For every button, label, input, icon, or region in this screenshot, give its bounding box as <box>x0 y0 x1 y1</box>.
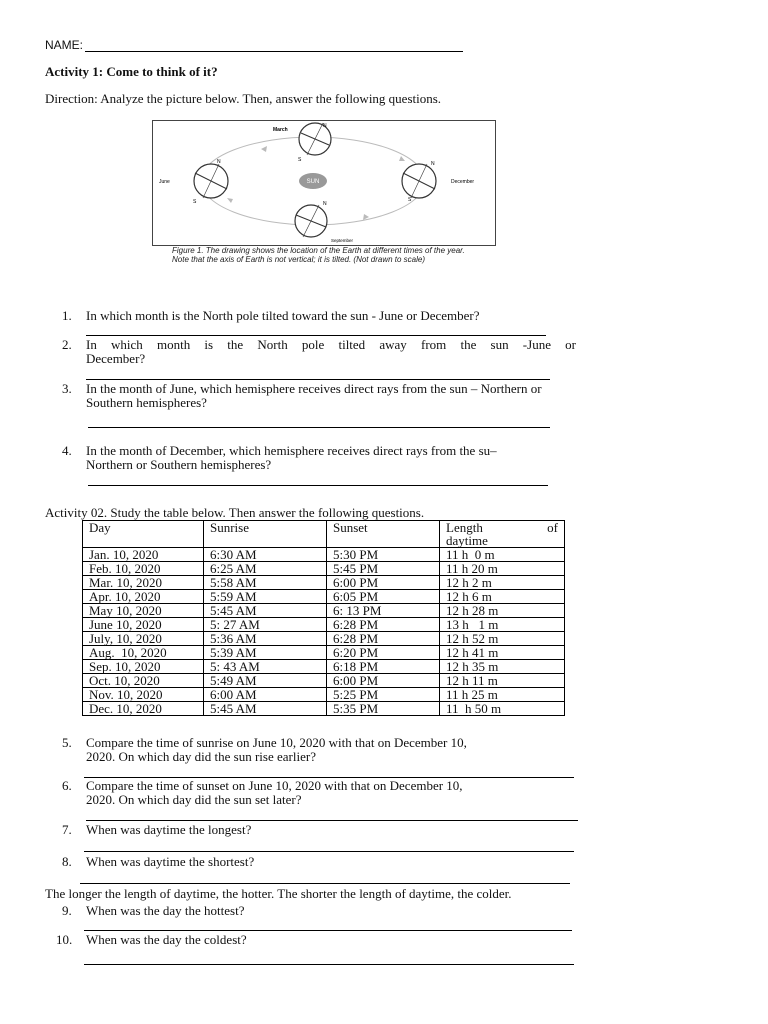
q8-answer-line[interactable] <box>80 883 570 884</box>
daytime-statement: The longer the length of daytime, the hotter. The shorter the length of daytime, the colder. <box>45 886 512 901</box>
cell-day: Sep. 10, 2020 <box>83 660 204 674</box>
cell-length: 12 h 52 m <box>440 632 565 646</box>
orbit-arrow-icon <box>227 198 233 203</box>
cell-sunset: 6: 13 PM <box>327 604 440 618</box>
table-row <box>83 576 565 590</box>
cell-length: 13 h 1 m <box>440 618 565 632</box>
q6-answer-line[interactable] <box>86 820 578 821</box>
table-row <box>83 702 565 716</box>
q5-number: 5. <box>62 735 72 750</box>
table-row <box>83 562 565 576</box>
cell-length: 11 h 0 m <box>440 548 565 562</box>
header-length-word: Length <box>446 520 483 535</box>
orbit-diagram <box>153 121 495 245</box>
q5-text-line1: Compare the time of sunrise on June 10, 2020 with that on December 10, <box>86 735 467 750</box>
cell-sunrise: 5:59 AM <box>204 590 327 604</box>
cell-sunset: 6:00 PM <box>327 674 440 688</box>
q2-text-line2: December? <box>86 351 146 366</box>
cell-day: July, 10, 2020 <box>83 632 204 646</box>
sun-label: SUN <box>306 179 320 185</box>
q8-number: 8. <box>62 854 72 869</box>
label-september: September <box>331 238 354 243</box>
cell-sunset: 6:05 PM <box>327 590 440 604</box>
q1-answer-line[interactable] <box>86 335 546 336</box>
q7-text: When was daytime the longest? <box>86 822 252 837</box>
q5-text-line2: 2020. On which day did the sun rise earlier? <box>86 749 316 764</box>
cell-sunset: 5:25 PM <box>327 688 440 702</box>
table-header-row <box>83 521 565 548</box>
cell-length: 12 h 2 m <box>440 576 565 590</box>
cell-sunrise: 5: 27 AM <box>204 618 327 632</box>
cell-sunset: 6:28 PM <box>327 632 440 646</box>
q10-text: When was the day the coldest? <box>86 932 247 947</box>
daytime-table <box>82 520 565 716</box>
activity1-direction: Direction: Analyze the picture below. Then, answer the following questions. <box>45 91 442 106</box>
label-n: N <box>323 123 327 129</box>
cell-length: 11 h 25 m <box>440 688 565 702</box>
cell-day: Feb. 10, 2020 <box>83 562 204 576</box>
cell-day: Jan. 10, 2020 <box>83 548 204 562</box>
cell-length: 12 h 6 m <box>440 590 565 604</box>
cell-day: May 10, 2020 <box>83 604 204 618</box>
cell-sunrise: 5:58 AM <box>204 576 327 590</box>
cell-sunset: 5:45 PM <box>327 562 440 576</box>
label-march: March <box>273 127 288 133</box>
q10-number: 10. <box>56 932 73 947</box>
cell-length: 12 h 41 m <box>440 646 565 660</box>
figure-caption: Figure 1. The drawing shows the location of the Earth at different times of the year. Note that the axis of Earth is not vertical; it is tilted. (Not drawn to scale) <box>172 246 465 264</box>
q7-answer-line[interactable] <box>84 851 574 852</box>
table-row <box>83 632 565 646</box>
label-n: N <box>217 159 221 165</box>
name-field[interactable] <box>45 38 463 52</box>
cell-sunrise: 5:39 AM <box>204 646 327 660</box>
orbit-arrow-icon <box>261 146 267 152</box>
header-sunset: Sunset <box>327 521 440 548</box>
cell-sunset: 6:00 PM <box>327 576 440 590</box>
header-sunrise: Sunrise <box>204 521 327 548</box>
label-n: N <box>323 201 327 207</box>
label-n: N <box>431 161 435 167</box>
cell-day: Aug. 10, 2020 <box>83 646 204 660</box>
label-s: S <box>193 199 197 205</box>
cell-day: Dec. 10, 2020 <box>83 702 204 716</box>
cell-sunrise: 5:36 AM <box>204 632 327 646</box>
q3-text-line2: Southern hemispheres? <box>86 395 207 410</box>
cell-sunset: 6:20 PM <box>327 646 440 660</box>
table-row <box>83 590 565 604</box>
cell-length: 11 h 20 m <box>440 562 565 576</box>
name-label: NAME: <box>45 38 84 52</box>
label-s: S <box>408 197 412 203</box>
q4-answer-line[interactable] <box>88 485 548 486</box>
cell-sunrise: 6:00 AM <box>204 688 327 702</box>
q3-answer-line[interactable] <box>88 427 550 428</box>
table-row <box>83 646 565 660</box>
q3-text-line1: In the month of June, which hemisphere receives direct rays from the sun – Northern or <box>86 381 542 396</box>
label-june: June <box>159 179 170 185</box>
orbit-arrow-icon <box>399 156 405 161</box>
table-row <box>83 660 565 674</box>
cell-sunset: 6:18 PM <box>327 660 440 674</box>
table-row <box>83 618 565 632</box>
cell-day: Apr. 10, 2020 <box>83 590 204 604</box>
cell-length: 11 h 50 m <box>440 702 565 716</box>
cell-sunrise: 5:45 AM <box>204 702 327 716</box>
cell-sunset: 5:35 PM <box>327 702 440 716</box>
cell-sunrise: 5: 43 AM <box>204 660 327 674</box>
q9-number: 9. <box>62 903 72 918</box>
activity1-title: Activity 1: Come to think of it? <box>45 64 218 79</box>
cell-sunrise: 5:49 AM <box>204 674 327 688</box>
q4-text-line2: Northern or Southern hemispheres? <box>86 457 272 472</box>
cell-length: 12 h 35 m <box>440 660 565 674</box>
q6-number: 6. <box>62 778 72 793</box>
q6-text-line1: Compare the time of sunset on June 10, 2020 with that on December 10, <box>86 778 463 793</box>
cell-day: Oct. 10, 2020 <box>83 674 204 688</box>
q2-answer-line[interactable] <box>86 379 550 380</box>
q2-number: 2. <box>62 337 72 352</box>
label-s: S <box>298 157 302 163</box>
q9-text: When was the day the hottest? <box>86 903 245 918</box>
name-blank[interactable] <box>85 39 463 52</box>
cell-sunrise: 5:45 AM <box>204 604 327 618</box>
header-of-word: of <box>547 520 558 535</box>
cell-day: Mar. 10, 2020 <box>83 576 204 590</box>
table-row <box>83 674 565 688</box>
header-daytime-word: daytime <box>446 533 488 548</box>
q4-number: 4. <box>62 443 72 458</box>
cell-sunset: 6:28 PM <box>327 618 440 632</box>
cell-sunrise: 6:30 AM <box>204 548 327 562</box>
table-row <box>83 688 565 702</box>
table-row <box>83 604 565 618</box>
q1-text: In which month is the North pole tilted toward the sun - June or December? <box>86 308 480 323</box>
header-day: Day <box>83 521 204 548</box>
q4-text-line1: In the month of December, which hemisphere receives direct rays from the su– <box>86 443 497 458</box>
q7-number: 7. <box>62 822 72 837</box>
cell-sunset: 5:30 PM <box>327 548 440 562</box>
q2-text-line1: In which month is the North pole tilted away from the sun -June or <box>86 337 576 352</box>
label-december: December <box>451 179 475 185</box>
cell-length: 12 h 11 m <box>440 674 565 688</box>
q1-number: 1. <box>62 308 72 323</box>
cell-day: Nov. 10, 2020 <box>83 688 204 702</box>
q8-text: When was daytime the shortest? <box>86 854 255 869</box>
activity2-title: Activity 02. Study the table below. Then answer the following questions. <box>45 505 425 520</box>
q3-number: 3. <box>62 381 72 396</box>
cell-sunrise: 6:25 AM <box>204 562 327 576</box>
q10-answer-line[interactable] <box>84 964 574 965</box>
cell-day: June 10, 2020 <box>83 618 204 632</box>
header-length <box>440 521 565 548</box>
table-row <box>83 548 565 562</box>
q9-answer-line[interactable] <box>84 930 572 931</box>
earth-orbit-figure <box>152 120 496 246</box>
q6-text-line2: 2020. On which day did the sun set later? <box>86 792 302 807</box>
cell-length: 12 h 28 m <box>440 604 565 618</box>
